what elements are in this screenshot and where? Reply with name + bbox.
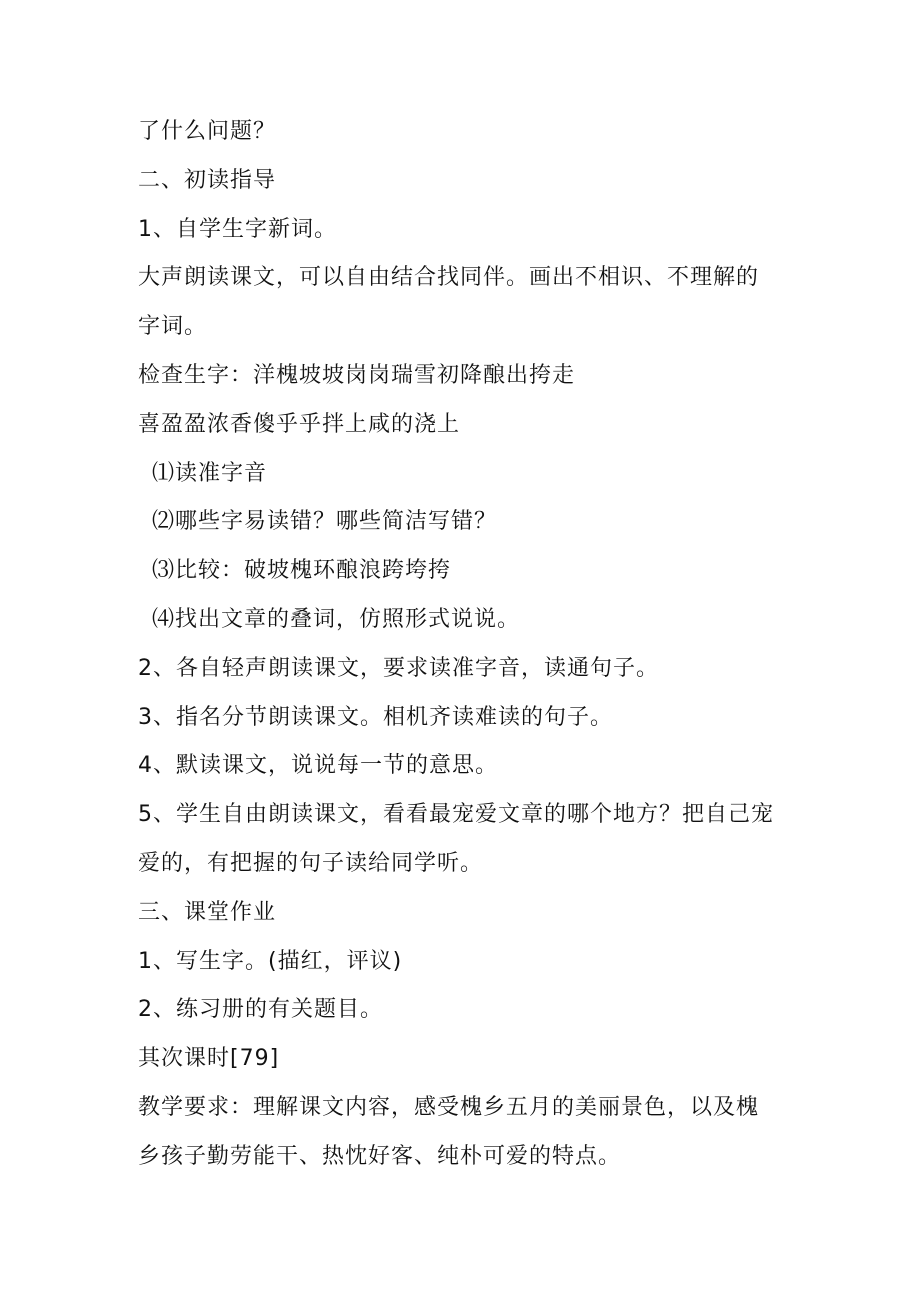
text-line: 4、默读课文，说说每一节的意思。 bbox=[138, 753, 498, 779]
text-line: 大声朗读课文，可以自由结合找同伴。画出不相识、不理解的 bbox=[138, 265, 760, 291]
list-item: ⑴读准字音 bbox=[152, 460, 268, 486]
list-item: ⑵哪些字易读错？哪些简洁写错？ bbox=[152, 509, 498, 535]
document-body bbox=[138, 108, 788, 1182]
text-line: 1、自学生字新词。 bbox=[138, 216, 337, 242]
text-line: 检查生字：洋槐坡坡岗岗瑞雪初降酿出挎走 bbox=[138, 362, 576, 388]
section-heading: 三、课堂作业 bbox=[138, 899, 277, 925]
text-line: 教学要求：理解课文内容，感受槐乡五月的美丽景色，以及槐 bbox=[138, 1094, 760, 1120]
text-line: 爱的，有把握的句子读给同学听。 bbox=[138, 850, 484, 876]
text-line: 2、各自轻声朗读课文，要求读准字音，读通句子。 bbox=[138, 655, 659, 681]
text-line: 乡孩子勤劳能干、热忱好客、纯朴可爱的特点。 bbox=[138, 1143, 622, 1169]
list-item: ⑷找出文章的叠词，仿照形式说说。 bbox=[152, 606, 521, 632]
section-heading: 二、初读指导 bbox=[138, 167, 277, 193]
text-line: 字词。 bbox=[138, 314, 208, 340]
text-line: 3、指名分节朗读课文。相机齐读难读的句子。 bbox=[138, 704, 613, 730]
list-item: ⑶比较：破坡槐环酿浪跨垮挎 bbox=[152, 558, 452, 584]
text-line: 喜盈盈浓香傻乎乎拌上咸的浇上 bbox=[138, 411, 461, 437]
section-heading: 其次课时[79] bbox=[138, 1046, 280, 1072]
text-line: 5、学生自由朗读课文，看看最宠爱文章的哪个地方？把自己宠 bbox=[138, 802, 774, 828]
text-line: 2、练习册的有关题目。 bbox=[138, 997, 383, 1023]
text-line: 1、写生字。(描红，评议) bbox=[138, 948, 403, 974]
text-line: 了什么问题？ bbox=[138, 119, 277, 144]
